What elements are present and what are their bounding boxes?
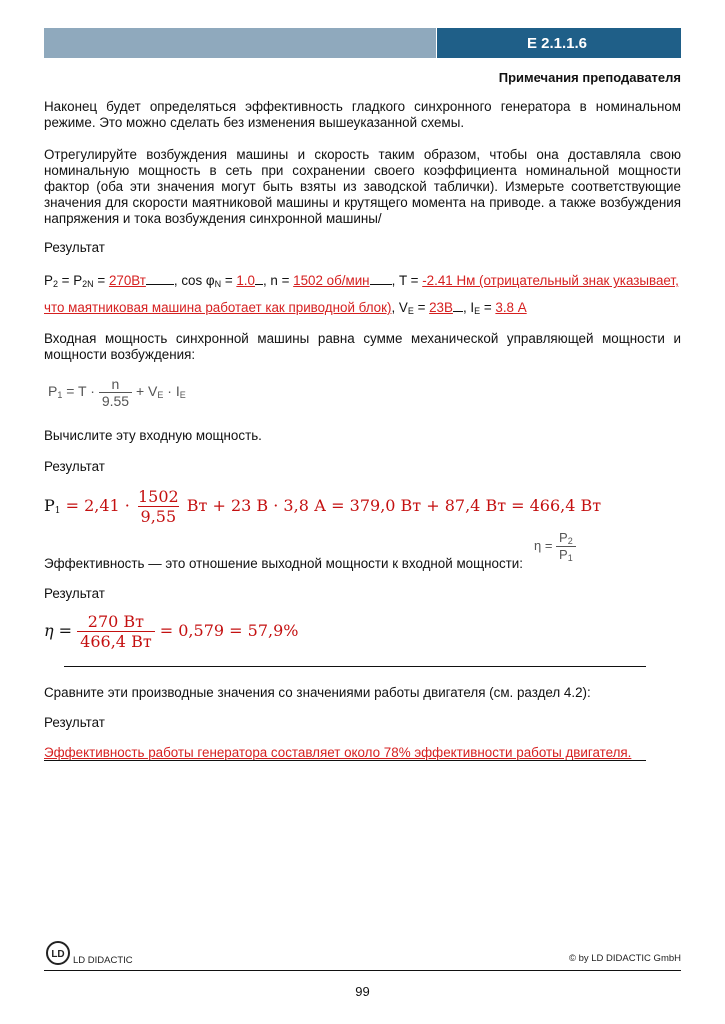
result-label-2: Результат xyxy=(44,459,105,474)
svg-text:LD: LD xyxy=(51,949,65,960)
result-label-4: Результат xyxy=(44,715,105,730)
ve-value: 23В xyxy=(429,300,453,315)
answer-line-1 xyxy=(64,666,646,667)
input-power-paragraph: Входная мощность синхронной машины равна сумме механической управляющей мощности и мощности возбуждения: xyxy=(44,331,681,362)
ld-logo-icon xyxy=(46,940,70,966)
notes-title: Примечания преподавателя xyxy=(498,70,681,85)
copyright: © by LD DIDACTIC GmbH xyxy=(568,953,681,964)
p1-calculation: $P_1 = 2,41$ · $\frac{1502}{9,55}$ Вт + 23 В · 3,8 А = 379,0 Вт + 87,4 Вт = 466,4 Вт xyxy=(44,487,602,526)
final-result: Эффективность работы генератора составляет около 78% эффективности работы двигателя. xyxy=(44,745,632,760)
page-number: 99 xyxy=(355,984,370,999)
speed-value: 1502 об/мин xyxy=(293,273,370,288)
result-measurements: $P_2 = P_{2N} = 270Вт$ , $\cos \varphi_N = 1.0$ , n = 1502 об/мин , T = -2.41 Нм (отрицательный знак указывает, что маятниковая машина работает как приводной блок), $V_E = 23В$ , $I_E = 3.8$ А xyxy=(44,273,679,316)
footer-logo xyxy=(46,940,133,966)
eta-formula: η = $\frac{P_2}{P_1}$ xyxy=(534,530,576,563)
answer-line-2 xyxy=(44,760,646,761)
footer-divider xyxy=(44,970,681,971)
cos-phi-value: 1.0 xyxy=(236,273,255,288)
intro-paragraph: Наконец будет определяться эффективность гладкого синхронного генератора в номинальном режиме. Это можно сделать без изменения вышеуказанной схемы. xyxy=(44,99,681,130)
calc-instruction: Вычислите эту входную мощность. xyxy=(44,428,262,443)
ie-value: 3.8 А xyxy=(495,300,527,315)
result-label-1: Результат xyxy=(44,240,105,255)
eta-calculation: η = $\frac{270 Вт}{466,4 Вт}$ = 0,579 = 57,9% xyxy=(44,612,299,651)
torque-value-line2: что маятниковая машина работает как приводной блок) xyxy=(44,300,392,315)
compare-instruction: Сравните эти производные значения со значениями работы двигателя (см. раздел 4.2): xyxy=(44,685,591,700)
torque-value-line1: -2.41 Нм (отрицательный знак указывает, xyxy=(422,273,679,288)
header-bar-left xyxy=(44,28,436,58)
instruction-paragraph: Отрегулируйте возбуждения машины и скорость таким образом, чтобы она доставляла свою номинальную мощность в сеть при сохранении своего коэффициента номинальной мощности фактор (оба эти значения могут быть взяты из заводской таблички). Измерьте соответствующие значения для скорости маятниковой машины и крутящего момента на приводе. а также возбуждения напряжения и тока возбуждения синхронной машины/ xyxy=(44,147,681,226)
logo-text: LD DIDACTIC xyxy=(73,955,133,966)
result-label-3: Результат xyxy=(44,586,105,601)
p1-formula: $P_1 = T$ · $\frac{n}{9.55}$ + $V_E \cdot I_E$ xyxy=(48,376,186,409)
efficiency-definition: Эффективность — это отношение выходной мощности к входной мощности: xyxy=(44,556,523,571)
p2-value: 270Вт xyxy=(108,273,146,288)
header-code: E 2.1.1.6 xyxy=(437,28,681,58)
